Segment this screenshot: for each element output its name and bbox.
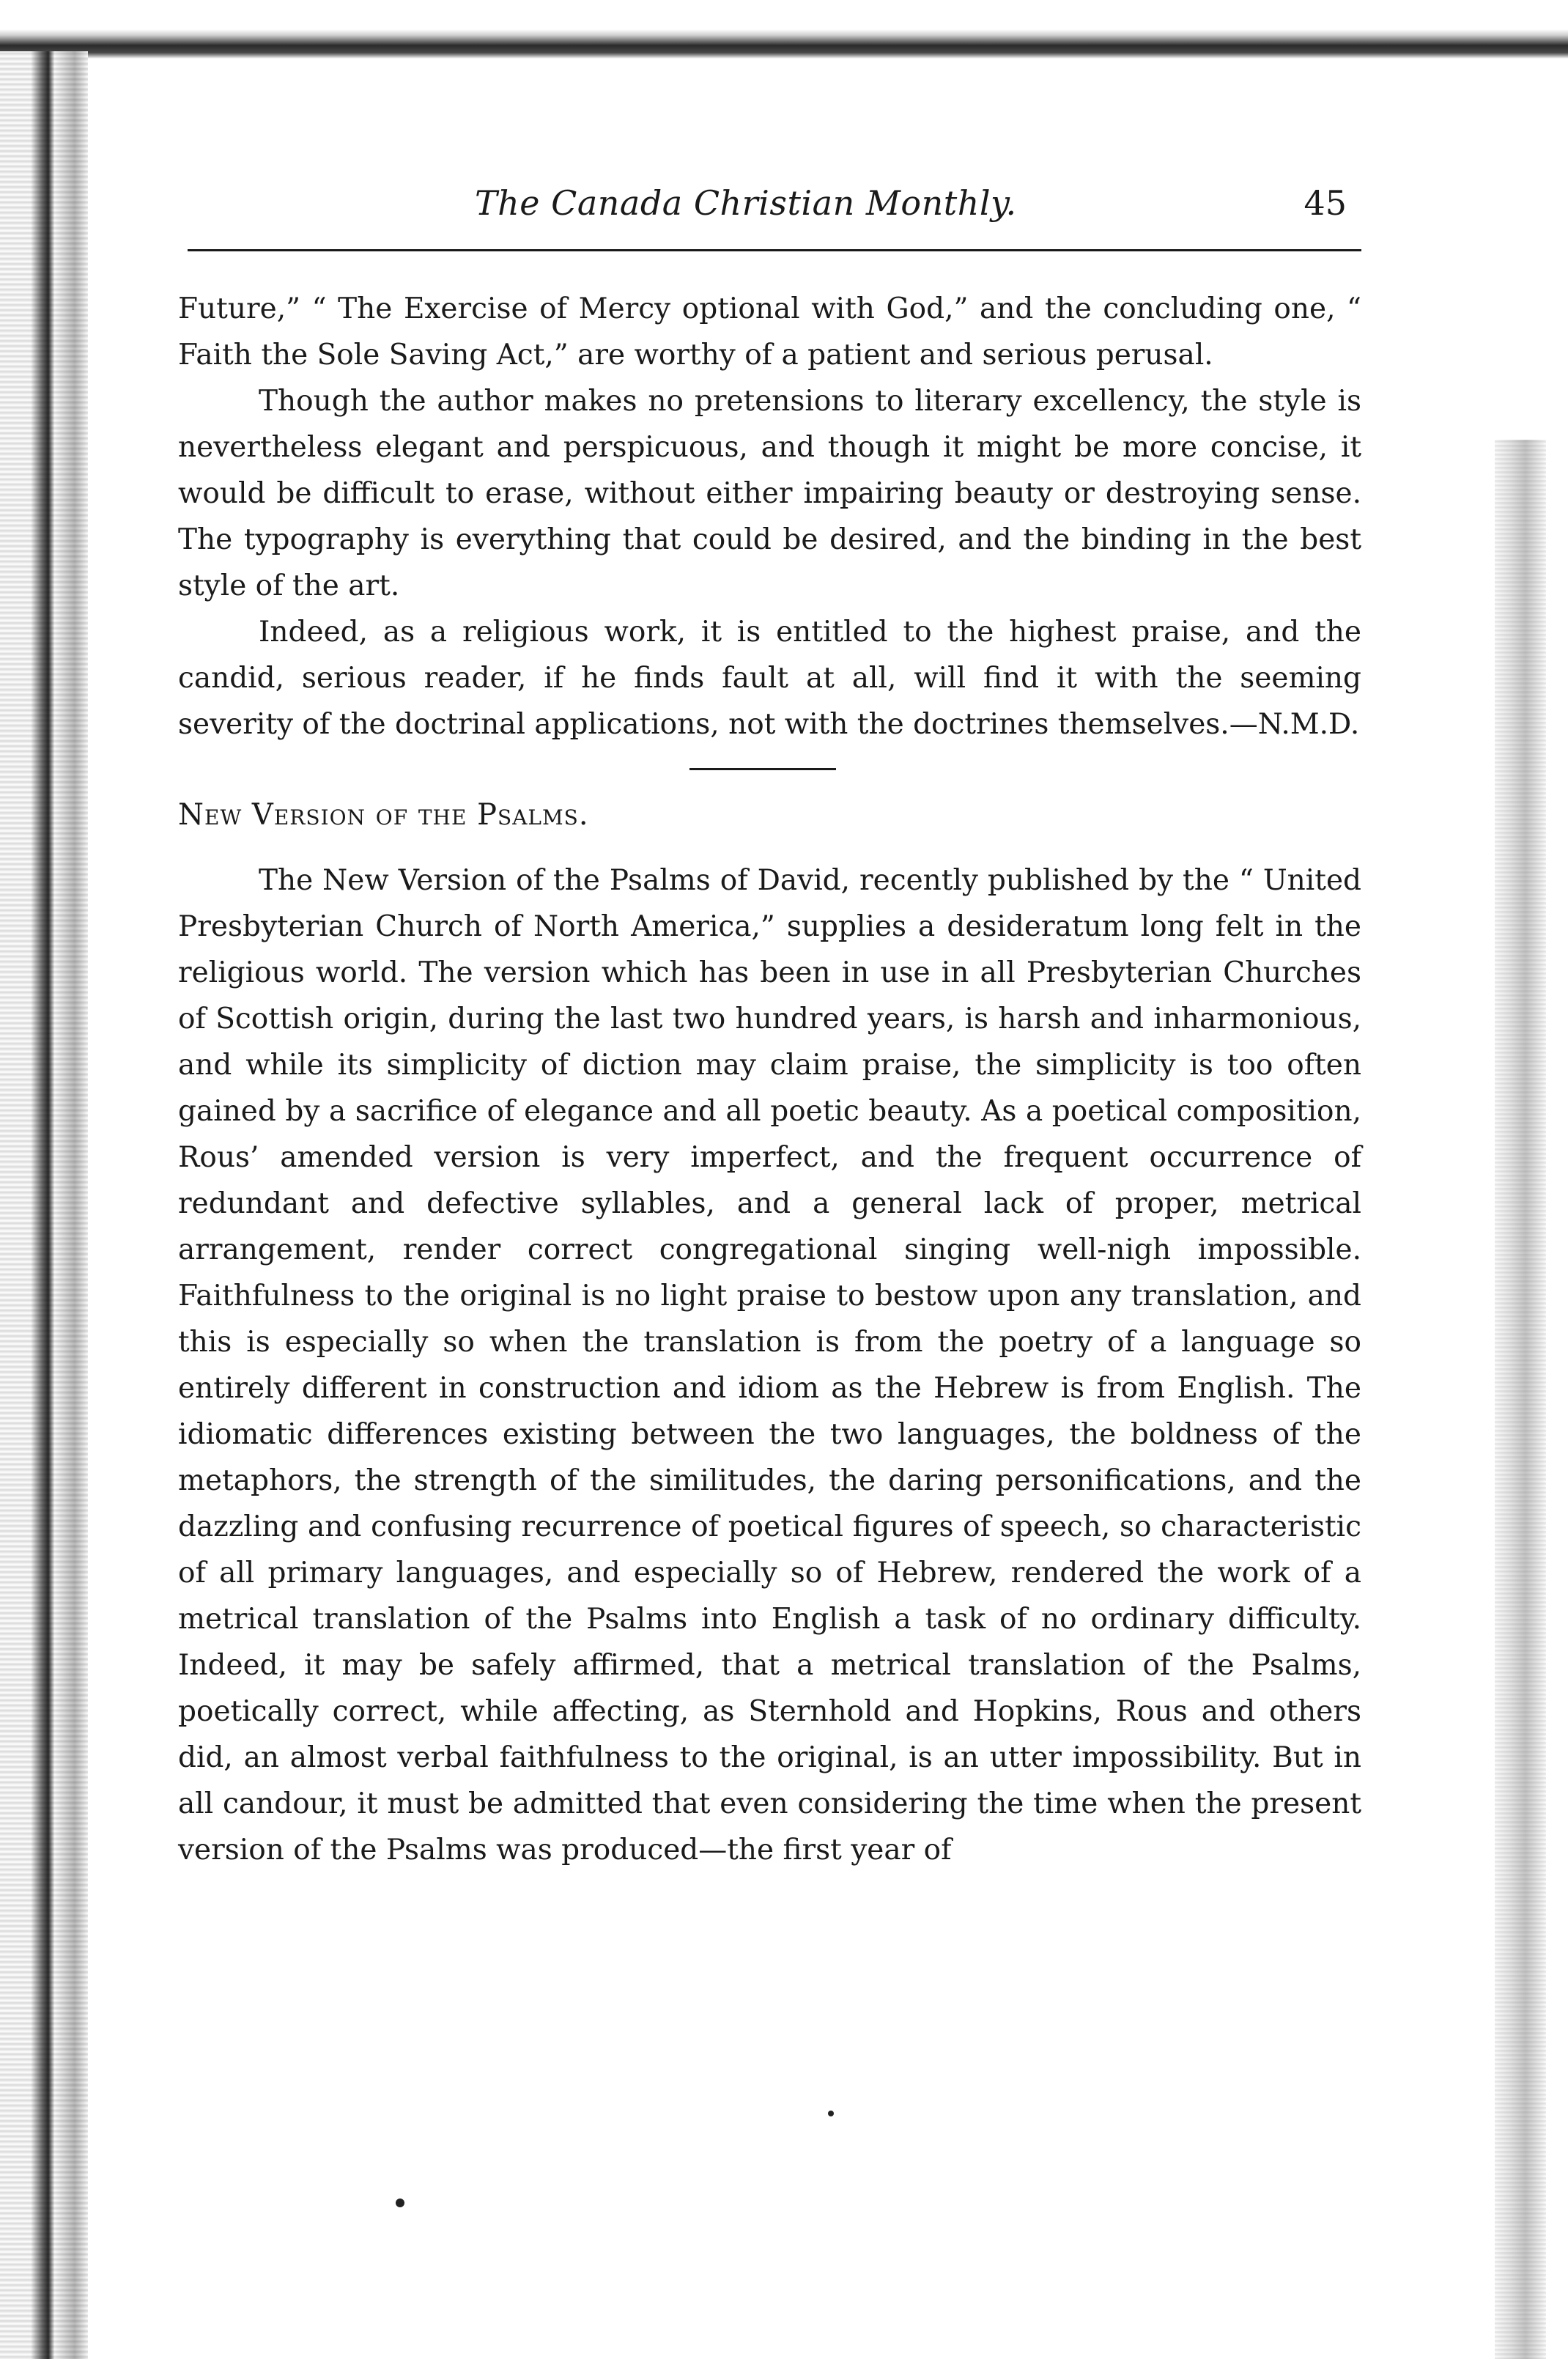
ink-speck: [396, 2199, 404, 2207]
scan-right-edge: [1495, 440, 1546, 2359]
scan-binding-edge: [0, 51, 88, 2359]
running-head: [196, 183, 1361, 242]
article-paragraph: The New Version of the Psalms of David, recently published by the “ United Presbyterian Church of North America,” supplies a desideratum long felt in the religious world. The version which has been in use in all Presbyterian Churches of Scottish origin, during the last two hundred years, is harsh and inharmonious, and while its simplicity of diction may claim praise, the simplicity is too often gained by a sacrifice of elegance and all poetic beauty. As a poetical composition, Rous’ amended version is very imperfect, and the frequent occurrence of redundant and defective syllables, and a general lack of proper, metrical arrangement, render correct congregational singing well-nigh impossible. Faithfulness to the original is no light praise to bestow upon any translation, and this is especially so when the translation is from the poetry of a language so entirely different in construction and idiom as the Hebrew is from English. The idiomatic differences existing between the two languages, the boldness of the metaphors, the strength of the similitudes, the daring personifications, and the dazzling and confusing recurrence of poetical figures of speech, so characteristic of all primary languages, and especially so of Hebrew, rendered the work of a metrical translation of the Psalms into English a task of no ordinary difficulty. Indeed, it may be safely affirmed, that a metrical translation of the Psalms, poetically correct, while affecting, as Sternhold and Hopkins, Rous and others did, an almost verbal faithfulness to the original, is an utter impossibility. But in all candour, it must be admitted that even considering the time when the present version of the Psalms was produced—the first year of: [178, 864, 1361, 1867]
page-number: 45: [1303, 183, 1347, 223]
running-title: The Canada Christian Monthly.: [475, 183, 1017, 223]
header-rule: [188, 249, 1361, 251]
review-paragraph: Future,” “ The Exercise of Mercy optional with God,” and the concluding one, “ Faith the Sole Saving Act,” are worthy of a patient and serious perusal.: [178, 292, 1361, 372]
section-separator: [689, 768, 836, 770]
scan-top-rule: [0, 29, 1568, 59]
ink-speck: [828, 2111, 834, 2116]
section-heading: New Version of the Psalms.: [178, 798, 589, 832]
review-paragraph: Indeed, as a religious work, it is entitled to the highest praise, and the candid, serious reader, if he finds fault at all, will find it with the seeming severity of the doctrinal applications, not with the doctrines themselves.—N.M.D.: [178, 616, 1361, 741]
page: [178, 183, 1361, 1867]
page-body: [178, 286, 1361, 1873]
review-paragraph: Though the author makes no pretensions to literary excellency, the style is nevertheless elegant and perspicuous, and though it might be more concise, it would be difficult to erase, without either impairing beauty or destroying sense. The typography is everything that could be desired, and the binding in the best style of the art.: [178, 385, 1361, 602]
